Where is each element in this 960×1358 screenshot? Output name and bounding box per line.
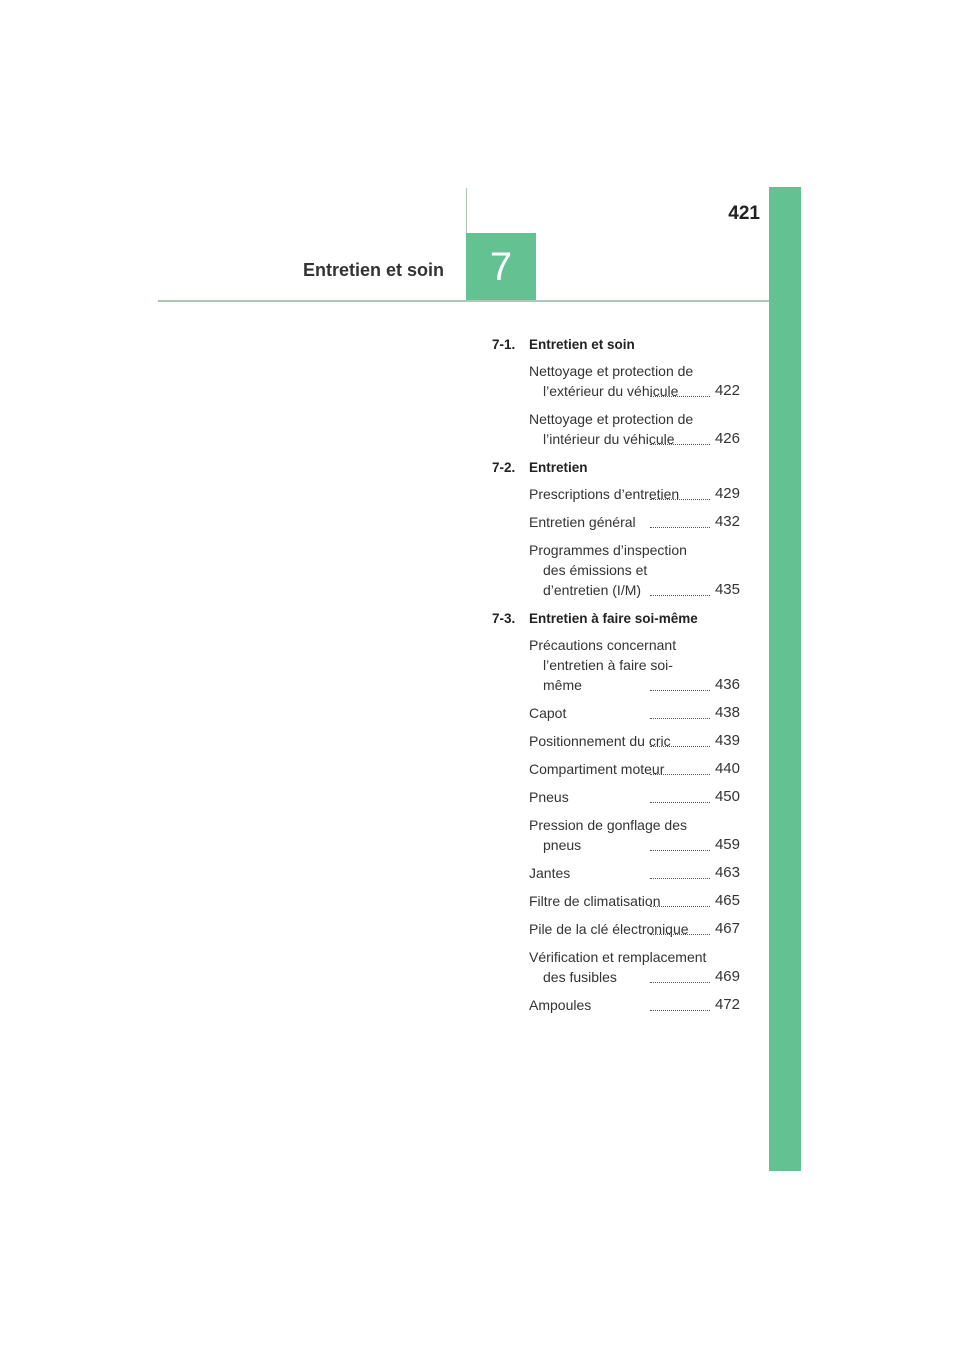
toc-group-number: 7-3. bbox=[492, 611, 516, 626]
toc-entry[interactable] bbox=[529, 815, 740, 855]
toc-entry-page: 459 bbox=[714, 836, 740, 853]
leader-dots bbox=[650, 718, 710, 719]
toc-group-title: Entretien et soin bbox=[529, 337, 635, 352]
toc-entry-text: Positionnement du cric bbox=[529, 733, 671, 749]
toc-entry[interactable] bbox=[529, 919, 740, 939]
leader-dots bbox=[650, 1010, 710, 1011]
toc-entry[interactable] bbox=[529, 731, 740, 751]
toc-entry-page: 450 bbox=[714, 788, 740, 805]
toc-entry-text: Compartiment moteur bbox=[529, 761, 665, 777]
leader-dots bbox=[650, 850, 710, 851]
toc-entry-text: Vérification et remplacement des fusibles bbox=[529, 949, 707, 985]
toc-entry[interactable] bbox=[529, 540, 740, 600]
toc-entry[interactable] bbox=[529, 361, 740, 401]
toc-entry-text: Capot bbox=[529, 705, 567, 721]
leader-dots bbox=[650, 444, 710, 445]
toc-group-title: Entretien à faire soi-même bbox=[529, 611, 698, 626]
toc-entry[interactable] bbox=[529, 759, 740, 779]
page-number: 421 bbox=[728, 203, 760, 224]
toc-entry-page: 472 bbox=[714, 996, 740, 1013]
toc-entry[interactable] bbox=[529, 635, 740, 695]
toc-entry-page: 469 bbox=[714, 968, 740, 985]
toc-entry-page: 439 bbox=[714, 732, 740, 749]
chapter-number: 7 bbox=[489, 244, 513, 289]
table-of-contents bbox=[492, 336, 740, 1015]
toc-entry-text: Pneus bbox=[529, 789, 569, 805]
toc-group-number: 7-2. bbox=[492, 460, 516, 475]
toc-entry-page: 436 bbox=[714, 676, 740, 693]
leader-dots bbox=[650, 802, 710, 803]
leader-dots bbox=[650, 595, 710, 596]
leader-dots bbox=[650, 934, 710, 935]
toc-entry[interactable] bbox=[529, 703, 740, 723]
toc-entry-page: 429 bbox=[714, 485, 740, 502]
toc-entry[interactable] bbox=[529, 995, 740, 1015]
toc-entry[interactable] bbox=[529, 512, 740, 532]
toc-group-title: Entretien bbox=[529, 460, 588, 475]
toc-entry[interactable] bbox=[529, 891, 740, 911]
toc-entry-page: 426 bbox=[714, 430, 740, 447]
toc-entry-page: 463 bbox=[714, 864, 740, 881]
leader-dots bbox=[650, 690, 710, 691]
toc-entry-page: 440 bbox=[714, 760, 740, 777]
toc-entry-text: Pression de gonflage des pneus bbox=[529, 817, 687, 853]
toc-entry-text: Prescriptions d’entretien bbox=[529, 486, 680, 502]
toc-entry-page: 467 bbox=[714, 920, 740, 937]
leader-dots bbox=[650, 774, 710, 775]
toc-entry-text: Nettoyage et protection de l’intérieur du véhicule bbox=[529, 411, 694, 447]
leader-dots bbox=[650, 499, 710, 500]
leader-dots bbox=[650, 746, 710, 747]
toc-group-7-3 bbox=[492, 610, 740, 1015]
header-divider-vertical bbox=[466, 188, 467, 233]
leader-dots bbox=[650, 982, 710, 983]
toc-entry[interactable] bbox=[529, 409, 740, 449]
leader-dots bbox=[650, 878, 710, 879]
toc-entry-page: 438 bbox=[714, 704, 740, 721]
toc-entry-text: Nettoyage et protection de l’extérieur du véhicule bbox=[529, 363, 694, 399]
toc-entry[interactable] bbox=[529, 484, 740, 504]
toc-entry-page: 465 bbox=[714, 892, 740, 909]
toc-group-heading bbox=[492, 459, 740, 476]
chapter-side-tab bbox=[769, 187, 801, 1171]
toc-entry-text: Pile de la clé électronique bbox=[529, 921, 689, 937]
leader-dots bbox=[650, 906, 710, 907]
toc-entry-text: Filtre de climatisation bbox=[529, 893, 661, 909]
toc-entry[interactable] bbox=[529, 863, 740, 883]
toc-group-number: 7-1. bbox=[492, 337, 516, 352]
toc-entry-text: Entretien général bbox=[529, 514, 636, 530]
toc-entry-page: 432 bbox=[714, 513, 740, 530]
section-title: Entretien et soin bbox=[302, 260, 444, 280]
toc-entry-text: Ampoules bbox=[529, 997, 592, 1013]
toc-entry-page: 422 bbox=[714, 382, 740, 399]
header-rule bbox=[158, 300, 770, 302]
toc-entry-text: Programmes d’inspection des émissions et d’entretien (I/M) bbox=[529, 542, 687, 598]
toc-entry-text: Précautions concernant l’entretien à faire soi-même bbox=[529, 637, 677, 693]
toc-entry[interactable] bbox=[529, 787, 740, 807]
toc-group-heading bbox=[492, 336, 740, 353]
toc-group-heading bbox=[492, 610, 740, 627]
leader-dots bbox=[650, 396, 710, 397]
toc-group-7-2 bbox=[492, 459, 740, 600]
chapter-number-box bbox=[466, 233, 536, 301]
toc-group-7-1 bbox=[492, 336, 740, 449]
leader-dots bbox=[650, 527, 710, 528]
toc-entry[interactable] bbox=[529, 947, 740, 987]
toc-entry-page: 435 bbox=[714, 581, 740, 598]
toc-entry-text: Jantes bbox=[529, 865, 571, 881]
